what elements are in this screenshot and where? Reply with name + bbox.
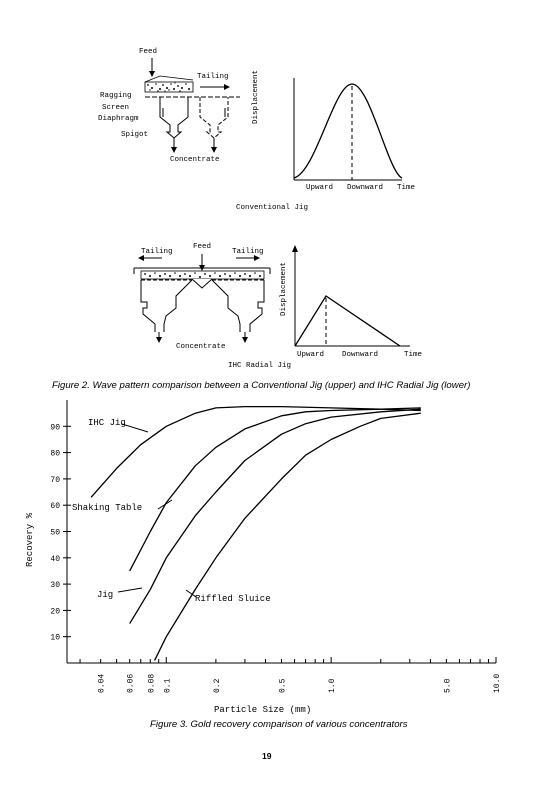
radial-upward-label: Upward — [297, 351, 325, 359]
recovery-chart — [0, 392, 540, 722]
series-line-riffled-sluice — [155, 413, 421, 660]
figure3-caption: Figure 3. Gold recovery comparison of various concentrators — [150, 719, 408, 730]
y-tick-label: 30 — [50, 581, 60, 591]
conv-feed-label: Feed — [139, 48, 158, 56]
left-hutch — [160, 97, 188, 138]
conv-sine-curve — [294, 84, 402, 178]
screen-label: Screen — [102, 104, 130, 112]
spigot-label: Spigot — [121, 131, 149, 139]
conventional-jig-figure — [0, 0, 540, 215]
ragging-label: Ragging — [100, 92, 132, 100]
y-tick-label: 50 — [50, 528, 60, 538]
annotation-ihc-jig: IHC Jig — [88, 418, 126, 428]
ihc-jig-leader — [122, 424, 148, 432]
radial-center-cone — [192, 279, 212, 288]
radial-bed — [141, 271, 264, 279]
y-tick-label: 20 — [50, 607, 60, 617]
conv-title: Conventional Jig — [236, 204, 309, 212]
figure2-caption: Figure 2. Wave pattern comparison between a Conventional Jig (upper) and IHC Radial Jig (lower) — [52, 380, 471, 391]
x-tick-label: 0.2 — [212, 678, 222, 693]
chart-x-label: Particle Size (mm) — [214, 705, 312, 715]
y-tick-label: 10 — [50, 633, 60, 643]
x-tick-label: 0.04 — [97, 673, 107, 693]
y-tick-label: 40 — [50, 554, 60, 564]
radial-tailing-right-label: Tailing — [232, 248, 264, 256]
radial-right-hutch — [212, 280, 264, 332]
x-tick-label: 0.08 — [147, 673, 157, 693]
x-tick-label: 1.0 — [328, 678, 338, 693]
right-hutch — [200, 97, 228, 138]
y-tick-label: 60 — [50, 502, 60, 512]
y-tick-label: 90 — [50, 423, 60, 433]
diaphragm-label: Diaphragm — [98, 115, 139, 123]
radial-downward-label: Downward — [342, 351, 379, 359]
series-line-jig — [130, 409, 421, 623]
y-tick-label: 80 — [50, 449, 60, 459]
chart-y-label: Recovery % — [25, 512, 35, 567]
radial-sawtooth-curve — [295, 296, 400, 346]
feed-arrowhead — [149, 71, 155, 77]
conv-upward-label: Upward — [306, 184, 334, 192]
shaking-table-leader — [158, 500, 172, 509]
radial-tailing-left-label: Tailing — [141, 248, 173, 256]
x-tick-label: 0.5 — [278, 678, 288, 693]
radial-jig-figure — [0, 230, 540, 375]
jig-leader — [118, 588, 142, 592]
x-tick-label: 10.0 — [493, 673, 502, 693]
conv-time-label: Time — [397, 184, 416, 192]
radial-feed-label: Feed — [193, 243, 212, 251]
annotation-jig: Jig — [97, 590, 114, 600]
radial-displacement-label: Displacement — [280, 261, 288, 316]
annotation-riffled-sluice: Riffled Sluice — [195, 594, 271, 604]
conv-displacement-label: Displacement — [252, 69, 260, 124]
page-number: 19 — [262, 751, 272, 761]
radial-title: IHC Radial Jig — [228, 362, 292, 370]
feed-slope — [145, 76, 193, 82]
radial-time-label: Time — [404, 351, 423, 359]
y-tick-label: 70 — [50, 475, 60, 485]
conv-concentrate-label: Concentrate — [170, 156, 220, 164]
annotation-shaking-table: Shaking Table — [72, 503, 143, 513]
x-tick-label: 5.0 — [443, 678, 453, 693]
conv-tailing-label: Tailing — [197, 73, 229, 81]
x-tick-label: 0.1 — [163, 678, 173, 693]
radial-concentrate-label: Concentrate — [176, 343, 226, 351]
x-tick-label: 0.06 — [126, 673, 136, 693]
radial-left-hutch — [141, 280, 192, 332]
conv-downward-label: Downward — [347, 184, 384, 192]
